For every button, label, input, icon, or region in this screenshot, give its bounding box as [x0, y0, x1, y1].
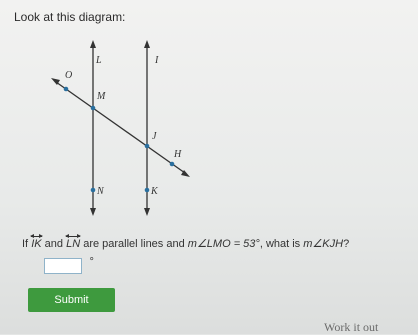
- question-and: and: [44, 238, 64, 250]
- line-ik-notation: IK: [31, 236, 41, 250]
- submit-button[interactable]: Submit: [28, 288, 115, 312]
- point-k: [145, 188, 150, 193]
- line-oh: [56, 82, 185, 173]
- label-m: M: [97, 91, 106, 102]
- line-ln-arrow-top: [90, 40, 96, 48]
- label-k: K: [151, 186, 158, 197]
- line-ln-arrow-bottom: [90, 208, 96, 216]
- point-m: [91, 106, 96, 111]
- answer-row: [44, 258, 94, 276]
- line-ik-arrow-bottom: [144, 208, 150, 216]
- question-prefix: If: [22, 238, 29, 250]
- work-it-out-link[interactable]: Work it out: [324, 320, 379, 334]
- question-text: [22, 236, 349, 250]
- prompt-title: Look at this diagram:: [14, 10, 126, 24]
- line-ik-arrow-top: [144, 40, 150, 48]
- point-h: [170, 162, 175, 167]
- line-ln-notation: LN: [66, 236, 80, 250]
- point-j: [145, 144, 150, 149]
- given-angle: m∠LMO = 53°: [187, 238, 260, 250]
- target-angle: m∠KJH: [303, 238, 344, 250]
- question-suffix: , what is: [259, 238, 301, 250]
- point-n: [91, 188, 96, 193]
- label-o: O: [65, 70, 73, 81]
- question-end: ?: [343, 238, 350, 250]
- label-j: J: [152, 131, 157, 142]
- point-o: [64, 87, 69, 92]
- degree-unit: °: [89, 256, 94, 268]
- label-i: I: [155, 55, 159, 66]
- question-middle: are parallel lines and: [83, 238, 185, 250]
- answer-input[interactable]: [44, 258, 82, 274]
- label-n: N: [97, 186, 104, 197]
- label-h: H: [174, 149, 182, 160]
- label-l: L: [96, 55, 102, 66]
